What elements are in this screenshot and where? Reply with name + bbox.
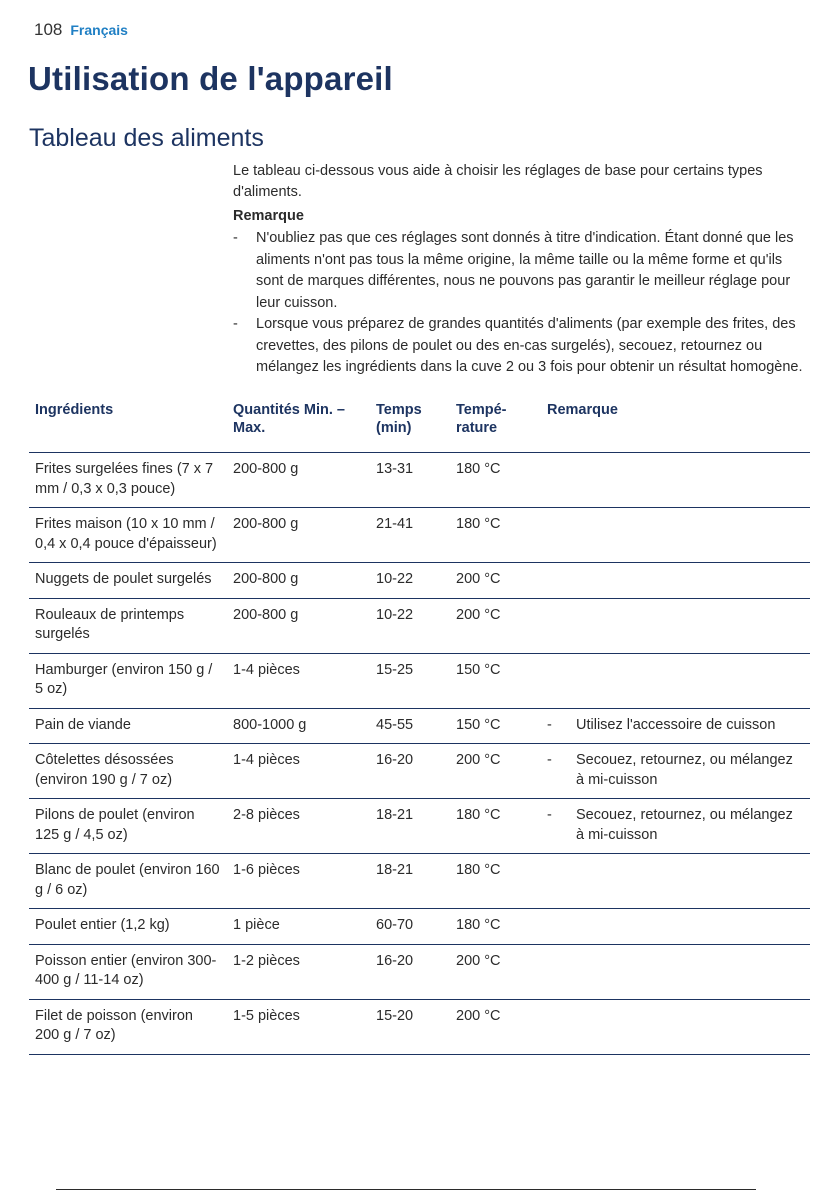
quantity-cell: 200-800 g (227, 598, 370, 653)
dash-marker: - (547, 752, 552, 768)
note-item (233, 314, 805, 379)
temperature-cell: 180 °C (450, 508, 541, 563)
time-cell: 10-22 (370, 598, 450, 653)
quantity-cell: 2-8 pièces (227, 799, 370, 854)
time-cell: 60-70 (370, 909, 450, 945)
time-cell: 18-21 (370, 799, 450, 854)
header-time: Temps (min) (370, 398, 450, 453)
quantity-cell: 1-2 pièces (227, 944, 370, 999)
time-cell: 16-20 (370, 944, 450, 999)
note-item-text: N'oubliez pas que ces réglages sont donnés à titre d'indication. Étant donné que les aliments n'ont pas tous la même origine, la même taille ou la même forme et qu'ils sont de marques différentes, nous ne pouvons pas garantir le meilleur réglage pour leur cuisson. (256, 230, 794, 311)
table-row (29, 653, 810, 708)
temperature-cell: 180 °C (450, 909, 541, 945)
page-title: Utilisation de l'appareil (28, 60, 393, 97)
ingredient-cell: Hamburger (environ 150 g / 5 oz) (29, 653, 227, 708)
dash-marker: - (547, 807, 552, 823)
temperature-cell: 180 °C (450, 453, 541, 508)
table-row (29, 563, 810, 599)
note-item (233, 228, 805, 314)
time-cell: 45-55 (370, 708, 450, 744)
page-header (34, 20, 128, 40)
quantity-cell: 1-5 pièces (227, 999, 370, 1054)
remark-item (547, 751, 804, 790)
remark-cell (541, 653, 810, 708)
remark-cell (541, 708, 810, 744)
temperature-cell: 200 °C (450, 944, 541, 999)
remark-cell (541, 944, 810, 999)
ingredient-cell: Côtelettes désossées (environ 190 g / 7 oz) (29, 744, 227, 799)
header-temperature: Tempé-rature (450, 398, 541, 453)
table-row (29, 453, 810, 508)
header-quantities: Quantités Min. – Max. (227, 398, 370, 453)
ingredient-cell: Pilons de poulet (environ 125 g / 4,5 oz) (29, 799, 227, 854)
note-list (233, 228, 805, 379)
quantity-cell: 1-6 pièces (227, 854, 370, 909)
intro-text: Le tableau ci-dessous vous aide à choisir les réglages de base pour certains types d'aliments. (233, 163, 763, 200)
table-header-row (29, 398, 810, 453)
food-table (29, 398, 810, 1055)
table-row (29, 799, 810, 854)
remark-cell (541, 563, 810, 599)
temperature-cell: 200 °C (450, 598, 541, 653)
table-row (29, 854, 810, 909)
remark-cell (541, 598, 810, 653)
header-remark: Remarque (541, 398, 810, 453)
quantity-cell: 200-800 g (227, 453, 370, 508)
temperature-cell: 180 °C (450, 854, 541, 909)
quantity-cell: 1-4 pièces (227, 744, 370, 799)
header-ingredients: Ingrédients (29, 398, 227, 453)
temperature-cell: 200 °C (450, 744, 541, 799)
remark-text: Utilisez l'accessoire de cuisson (576, 716, 776, 733)
table-row (29, 708, 810, 744)
time-cell: 16-20 (370, 744, 450, 799)
page-number: 108 (34, 20, 63, 39)
remark-cell (541, 854, 810, 909)
remark-cell (541, 453, 810, 508)
note-label: Remarque (233, 208, 304, 224)
ingredient-cell: Pain de viande (29, 708, 227, 744)
quantity-cell: 800-1000 g (227, 708, 370, 744)
remark-item (547, 806, 804, 845)
ingredient-cell: Filet de poisson (environ 200 g / 7 oz) (29, 999, 227, 1054)
ingredient-cell: Blanc de poulet (environ 160 g / 6 oz) (29, 854, 227, 909)
table-body (29, 453, 810, 1055)
ingredient-cell: Frites maison (10 x 10 mm / 0,4 x 0,4 pouce d'épaisseur) (29, 508, 227, 563)
ingredient-cell: Poisson entier (environ 300-400 g / 11-14 oz) (29, 944, 227, 999)
table-row (29, 909, 810, 945)
time-cell: 21-41 (370, 508, 450, 563)
intro-block (233, 161, 805, 379)
footer-divider (56, 1189, 756, 1190)
table-row (29, 508, 810, 563)
temperature-cell: 150 °C (450, 653, 541, 708)
ingredient-cell: Frites surgelées fines (7 x 7 mm / 0,3 x 0,3 pouce) (29, 453, 227, 508)
remark-cell (541, 909, 810, 945)
quantity-cell: 1-4 pièces (227, 653, 370, 708)
dash-marker: - (233, 230, 238, 246)
quantity-cell: 200-800 g (227, 508, 370, 563)
time-cell: 15-25 (370, 653, 450, 708)
time-cell: 13-31 (370, 453, 450, 508)
ingredient-cell: Rouleaux de printemps surgelés (29, 598, 227, 653)
remark-cell (541, 799, 810, 854)
quantity-cell: 1 pièce (227, 909, 370, 945)
time-cell: 15-20 (370, 999, 450, 1054)
quantity-cell: 200-800 g (227, 563, 370, 599)
time-cell: 10-22 (370, 563, 450, 599)
time-cell: 18-21 (370, 854, 450, 909)
temperature-cell: 200 °C (450, 563, 541, 599)
temperature-cell: 180 °C (450, 799, 541, 854)
remark-cell (541, 999, 810, 1054)
temperature-cell: 200 °C (450, 999, 541, 1054)
ingredient-cell: Poulet entier (1,2 kg) (29, 909, 227, 945)
note-item-text: Lorsque vous préparez de grandes quantités d'aliments (par exemple des frites, des crevettes, des pilons de poulet ou des en-cas surgelés), secouez, retournez ou mélangez les ingrédients dans la cuve 2 ou 3 fois pour obtenir un résultat homogène. (256, 316, 803, 375)
dash-marker: - (547, 716, 552, 733)
table-row (29, 944, 810, 999)
table-row (29, 744, 810, 799)
remark-text: Secouez, retournez, ou mélangez à mi-cuisson (576, 752, 793, 788)
section-title: Tableau des aliments (29, 124, 264, 152)
dash-marker: - (233, 316, 238, 332)
remark-cell (541, 508, 810, 563)
remark-cell (541, 744, 810, 799)
language-label: Français (70, 22, 128, 38)
temperature-cell: 150 °C (450, 708, 541, 744)
table-row (29, 598, 810, 653)
table-row (29, 999, 810, 1054)
remark-text: Secouez, retournez, ou mélangez à mi-cuisson (576, 807, 793, 843)
ingredient-cell: Nuggets de poulet surgelés (29, 563, 227, 599)
remark-item (547, 716, 804, 736)
